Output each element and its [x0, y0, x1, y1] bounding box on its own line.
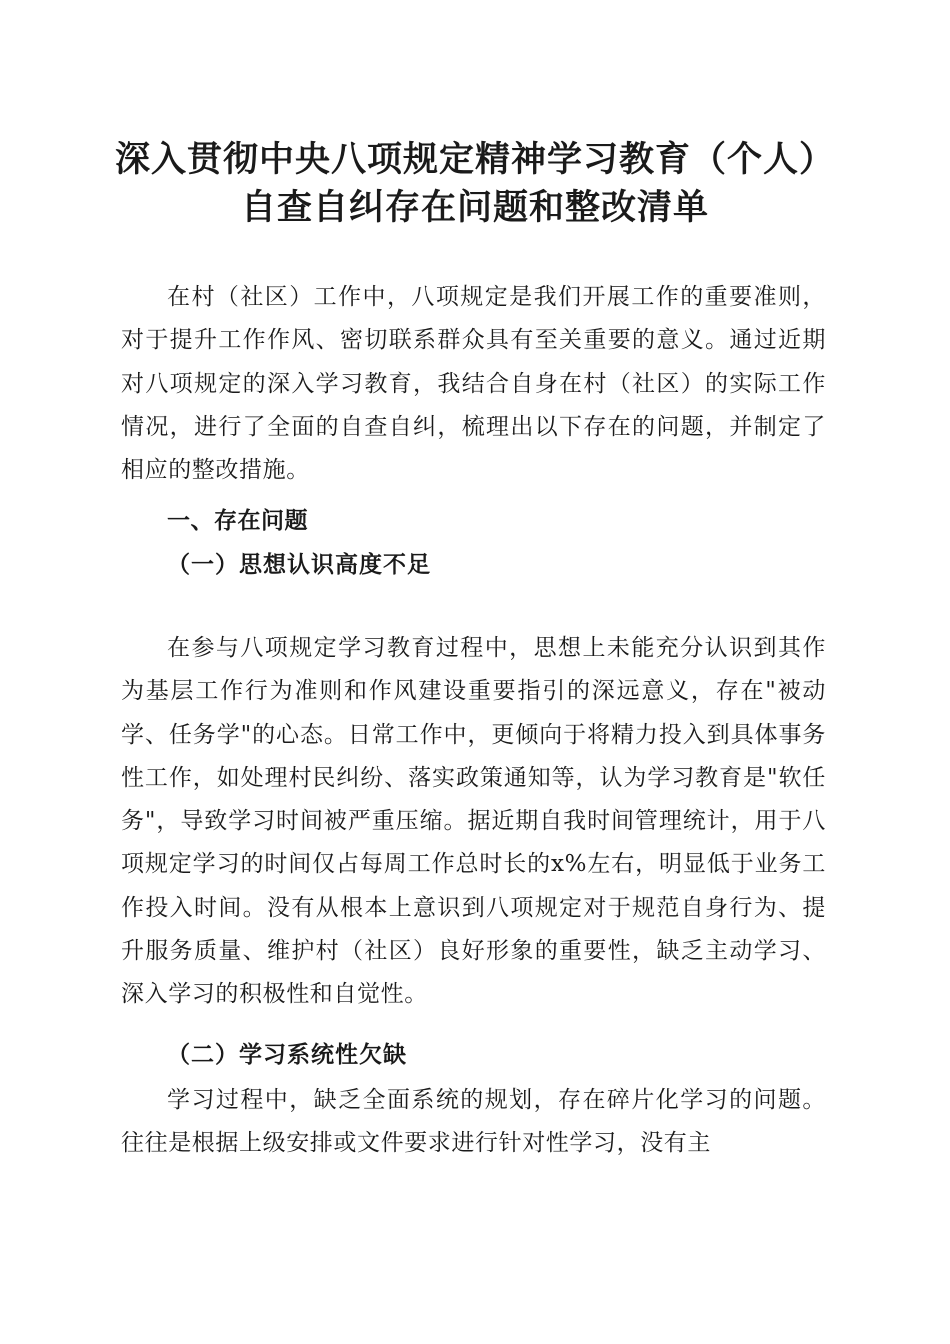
section-heading-problems: 一、存在问题 — [167, 508, 308, 534]
subsection-heading-2: （二）学习系统性欠缺 — [167, 1041, 407, 1068]
intro-paragraph: 在村（社区）工作中，八项规定是我们开展工作的重要准则，对于提升工作作风、密切联系群众具有至关重要的意义。通过近期对八项规定的深入学习教育，我结合自身在村（社区）的实际工作情况，进行了全面的自查自纠，梳理出以下存在的问题，并制定了相应的整改措施。 — [121, 284, 826, 484]
document-title-line1: 深入贯彻中央八项规定精神学习教育（个人） — [114, 139, 835, 180]
subsection-heading-1: （一）思想认识高度不足 — [167, 551, 431, 578]
subsection-paragraph-2: 学习过程中，缺乏全面系统的规划，存在碎片化学习的问题。往往是根据上级安排或文件要求进行针对性学习，没有主 — [121, 1087, 826, 1157]
subsection-paragraph-1: 在参与八项规定学习教育过程中，思想上未能充分认识到其作为基层工作行为准则和作风建设重要指引的深远意义，存在"被动学、任务学"的心态。日常工作中，更倾向于将精力投入到具体事务性工作，如处理村民纠纷、落实政策通知等，认为学习教育是"软任务"，导致学习时间被严重压缩。据近期自我时间管理统计，用于八项规定学习的时间仅占每周工作总时长的x%左右，明显低于业务工作投入时间。没有从根本上意识到八项规定对于规范自身行为、提升服务质量、维护村（社区）良好形象的重要性，缺乏主动学习、深入学习的积极性和自觉性。 — [121, 635, 826, 1008]
document-title-line2: 自查自纠存在问题和整改清单 — [240, 187, 709, 228]
